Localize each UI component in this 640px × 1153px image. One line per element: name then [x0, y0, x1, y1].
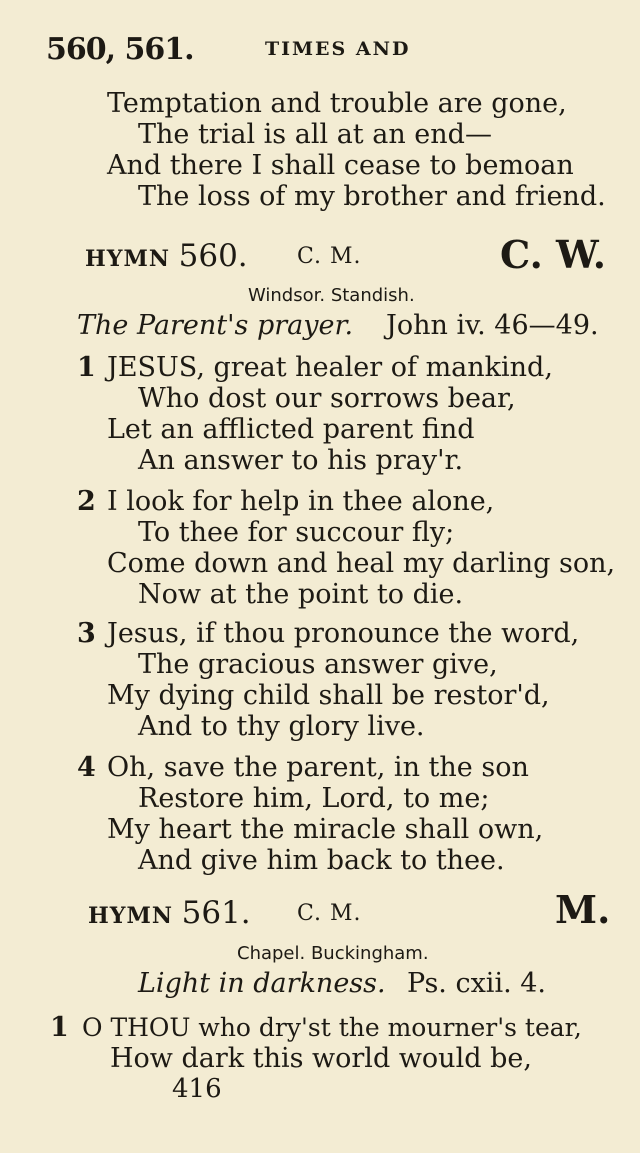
page-numbers: 560, 561.: [46, 32, 194, 67]
verse-line: Now at the point to die.: [138, 579, 464, 610]
verse-line: JESUS, great healer of mankind,: [107, 352, 553, 383]
hymn-title: Light in darkness.: [138, 968, 386, 999]
hymn-number: 560.: [178, 238, 248, 274]
verse-number: 4: [77, 752, 96, 783]
hymn-subtitle: [138, 968, 386, 999]
verse-line: To thee for succour fly;: [138, 517, 455, 548]
verse-line: Jesus, if thou pronounce the word,: [107, 618, 580, 649]
hymn-heading: [85, 238, 248, 274]
verse-line: Oh, save the parent, in the son: [107, 752, 529, 783]
continuation-line: And there I shall cease to bemoan: [107, 150, 574, 181]
hymn-author: C. W.: [500, 232, 607, 277]
hymn-meter: C. M.: [297, 244, 362, 269]
tune-names: Chapel. Buckingham.: [237, 943, 429, 964]
verse-line: An answer to his pray'r.: [138, 445, 464, 476]
hymn-author: M.: [555, 887, 611, 932]
running-title: TIMES AND: [265, 38, 411, 60]
continuation-line: The loss of my brother and friend.: [138, 181, 606, 212]
verse-line: Restore him, Lord, to me;: [138, 783, 490, 814]
verse-line: I look for help in thee alone,: [107, 486, 495, 517]
hymn-meter: C. M.: [297, 901, 362, 926]
verse-line: Let an afflicted parent find: [107, 414, 475, 445]
scripture-reference: John iv. 46—49.: [386, 310, 599, 341]
verse-line: Come down and heal my darling son,: [107, 548, 616, 579]
hymn-title: The Parent's prayer.: [77, 310, 354, 341]
hymn-label: HYMN: [85, 246, 170, 272]
verse-line: Who dost our sorrows bear,: [138, 383, 516, 414]
continuation-line: Temptation and trouble are gone,: [107, 88, 567, 119]
verse-number: 2: [77, 486, 96, 517]
scripture-reference: Ps. cxii. 4.: [407, 968, 547, 999]
verse-line: The gracious answer give,: [138, 649, 498, 680]
hymn-subtitle: [77, 310, 353, 341]
verse-line: How dark this world would be,: [110, 1043, 532, 1074]
verse-line: My dying child shall be restor'd,: [107, 680, 550, 711]
verse-line: And to thy glory live.: [138, 711, 425, 742]
verse-number: 3: [77, 618, 96, 649]
tune-names: Windsor. Standish.: [248, 285, 415, 306]
verse-number: 1: [77, 352, 96, 383]
verse-line: My heart the miracle shall own,: [107, 814, 544, 845]
footer-page-number: 416: [172, 1074, 222, 1104]
hymn-heading: [88, 895, 251, 931]
verse-number: 1: [50, 1012, 69, 1043]
hymn-number: 561.: [181, 895, 251, 931]
verse-line: O THOU who dry'st the mourner's tear,: [82, 1013, 582, 1042]
verse-line: And give him back to thee.: [138, 845, 505, 876]
hymn-label: HYMN: [88, 903, 173, 929]
continuation-line: The trial is all at an end—: [138, 119, 492, 150]
